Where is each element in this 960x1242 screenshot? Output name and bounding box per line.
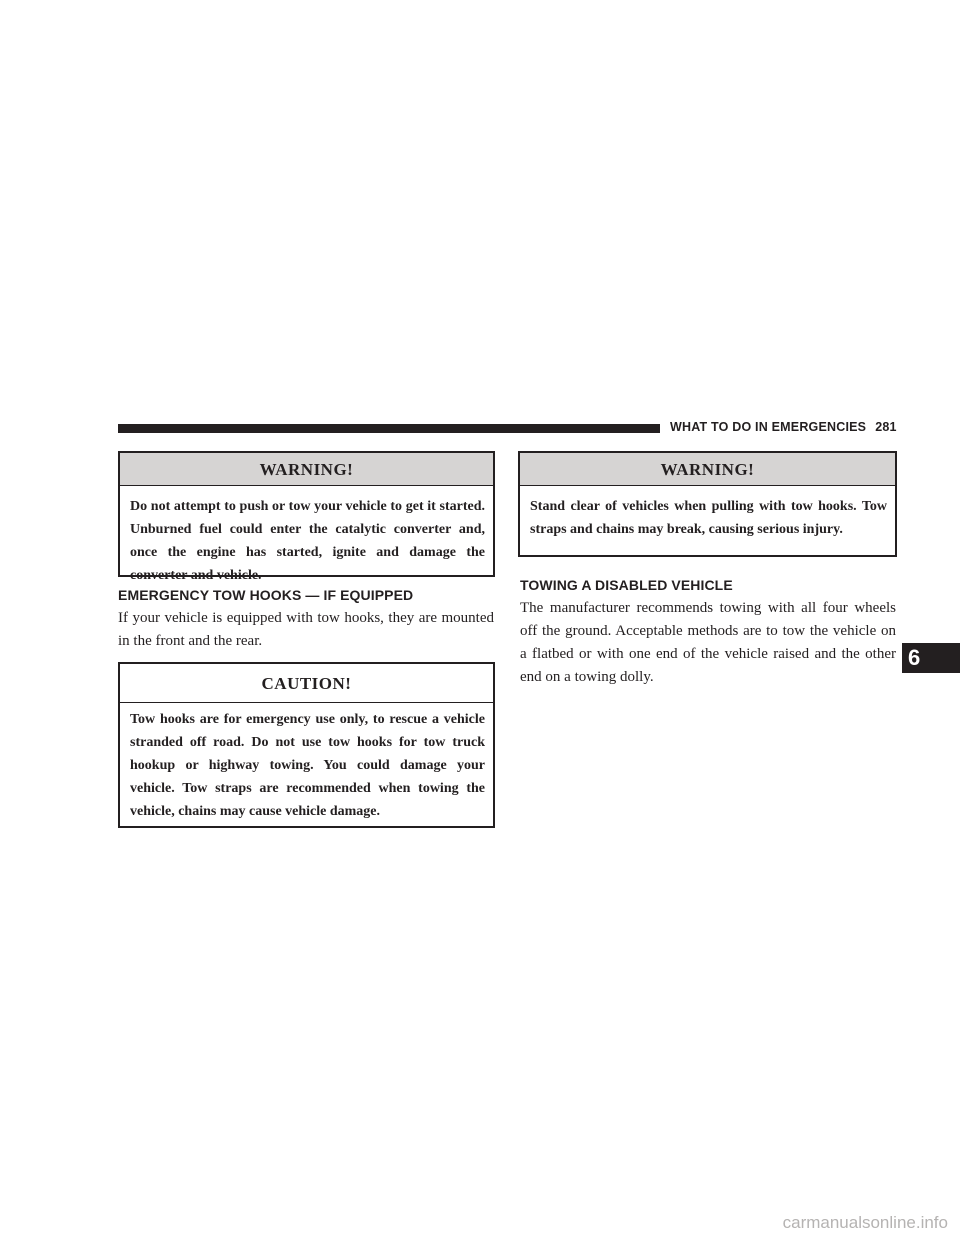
towing-heading: TOWING A DISABLED VEHICLE [520, 577, 733, 593]
header-rule [118, 424, 660, 433]
towing-paragraph: The manufacturer recommends towing with all four wheels off the ground. Acceptable methods are to tow the vehicle on a flatbed or with one end of the vehicle raised and the other end on a towing dolly. [520, 600, 896, 685]
tow-hooks-paragraph: If your vehicle is equipped with tow hooks, they are mounted in the front and the rear. [118, 610, 494, 649]
warning-box-left [118, 451, 495, 583]
caution-title: CAUTION! [120, 664, 493, 703]
page-number: 281 [875, 420, 897, 434]
warning-title-right: WARNING! [520, 453, 895, 486]
running-header [670, 420, 897, 434]
section-title: WHAT TO DO IN EMERGENCIES [670, 420, 867, 434]
watermark: carmanualsonline.info [782, 1213, 948, 1232]
tow-hooks-heading: EMERGENCY TOW HOOKS — IF EQUIPPED [118, 587, 414, 603]
warning-text: Do not attempt to push or tow your vehicle to get it started. Unburned fuel could enter the catalytic converter and, once the engine has started, ignite and damage the converter and vehicle. [130, 499, 485, 583]
warning-box-right [518, 451, 897, 557]
warning-title: WARNING! [120, 453, 493, 486]
caution-text: Tow hooks are for emergency use only, to rescue a vehicle stranded off road. Do not use tow hooks for tow truck hookup or highway towing. You could damage your vehicle. Tow straps are recommended when towing the vehicle, chains may cause vehicle damage. [130, 712, 485, 819]
warning-text-right: Stand clear of vehicles when pulling with tow hooks. Tow straps and chains may break, causing serious injury. [530, 499, 887, 537]
chapter-tab: 6 [902, 643, 960, 673]
caution-box [118, 662, 495, 828]
